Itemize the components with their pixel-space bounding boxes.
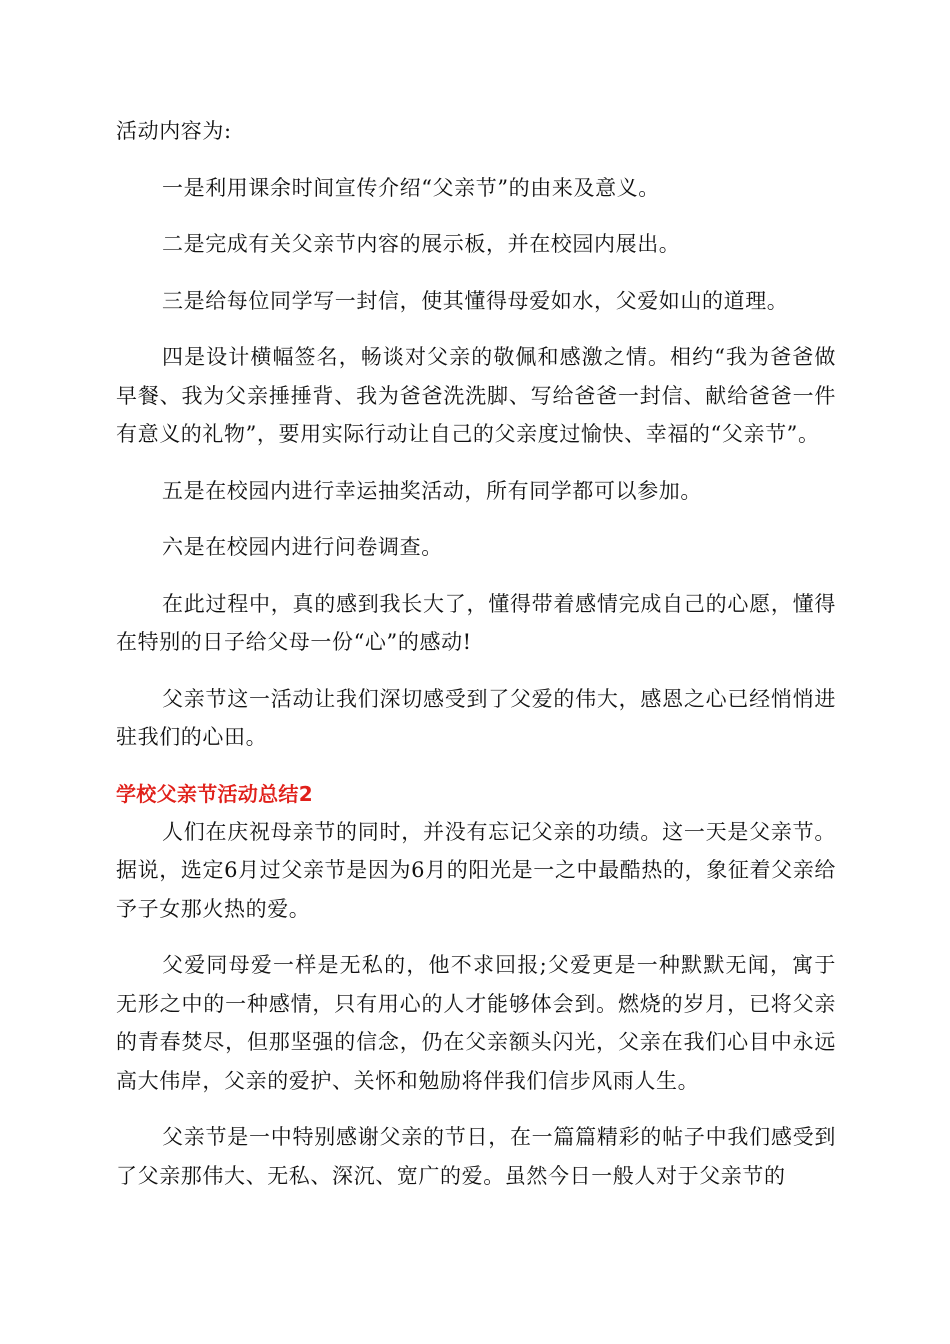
intro-line: 活动内容为: <box>116 119 232 143</box>
activity-item-1: 一是利用课余时间宣传介绍“父亲节”的由来及意义。 <box>162 175 660 200</box>
activity-item-4: 四是设计横幅签名，畅谈对父亲的敬佩和感激之情。相约“我为爸爸做早餐、我为父亲捶捶背、我为爸爸洗洗脚、写给爸爸一封信、献给爸爸一件有意义的礼物”，要用实际行动让自己的父亲度过愉快、幸福的“父亲节”。 <box>116 345 836 446</box>
reflection-paragraph-1: 在此过程中，真的感到我长大了，懂得带着感情完成自己的心愿，懂得在特别的日子给父母一份“心”的感动! <box>116 591 836 654</box>
section-heading: 学校父亲节活动总结2 <box>116 781 313 806</box>
activity-item-6: 六是在校园内进行问卷调查。 <box>162 535 443 559</box>
section-paragraph-2: 父爱同母爱一样是无私的，他不求回报;父爱更是一种默默无闻，寓于无形之中的一种感情，只有用心的人才能够体会到。燃烧的岁月，已将父亲的青春焚尽，但那坚强的信念，仍在父亲额头闪光，父亲在我们心目中永远高大伟岸，父亲的爱护、关怀和勉励将伴我们信步风雨人生。 <box>116 953 836 1093</box>
document-body <box>116 112 836 1195</box>
activity-item-3: 三是给每位同学写一封信，使其懂得母爱如水，父爱如山的道理。 <box>162 288 789 313</box>
activity-item-5: 五是在校园内进行幸运抽奖活动，所有同学都可以参加。 <box>162 478 702 503</box>
activity-item-2: 二是完成有关父亲节内容的展示板，并在校园内展出。 <box>162 232 681 256</box>
section-paragraph-3: 父亲节是一中特别感谢父亲的节日，在一篇篇精彩的帖子中我们感受到了父亲那伟大、无私、深沉、宽广的爱。虽然今日一般人对于父亲节的 <box>116 1125 836 1188</box>
section-paragraph-1: 人们在庆祝母亲节的同时，并没有忘记父亲的功绩。这一天是父亲节。据说，选定6月过父亲节是因为6月的阳光是一之中最酷热的，象征着父亲给予子女那火热的爱。 <box>116 819 836 921</box>
reflection-paragraph-2: 父亲节这一活动让我们深切感受到了父爱的伟大，感恩之心已经悄悄进驻我们的心田。 <box>116 686 836 749</box>
